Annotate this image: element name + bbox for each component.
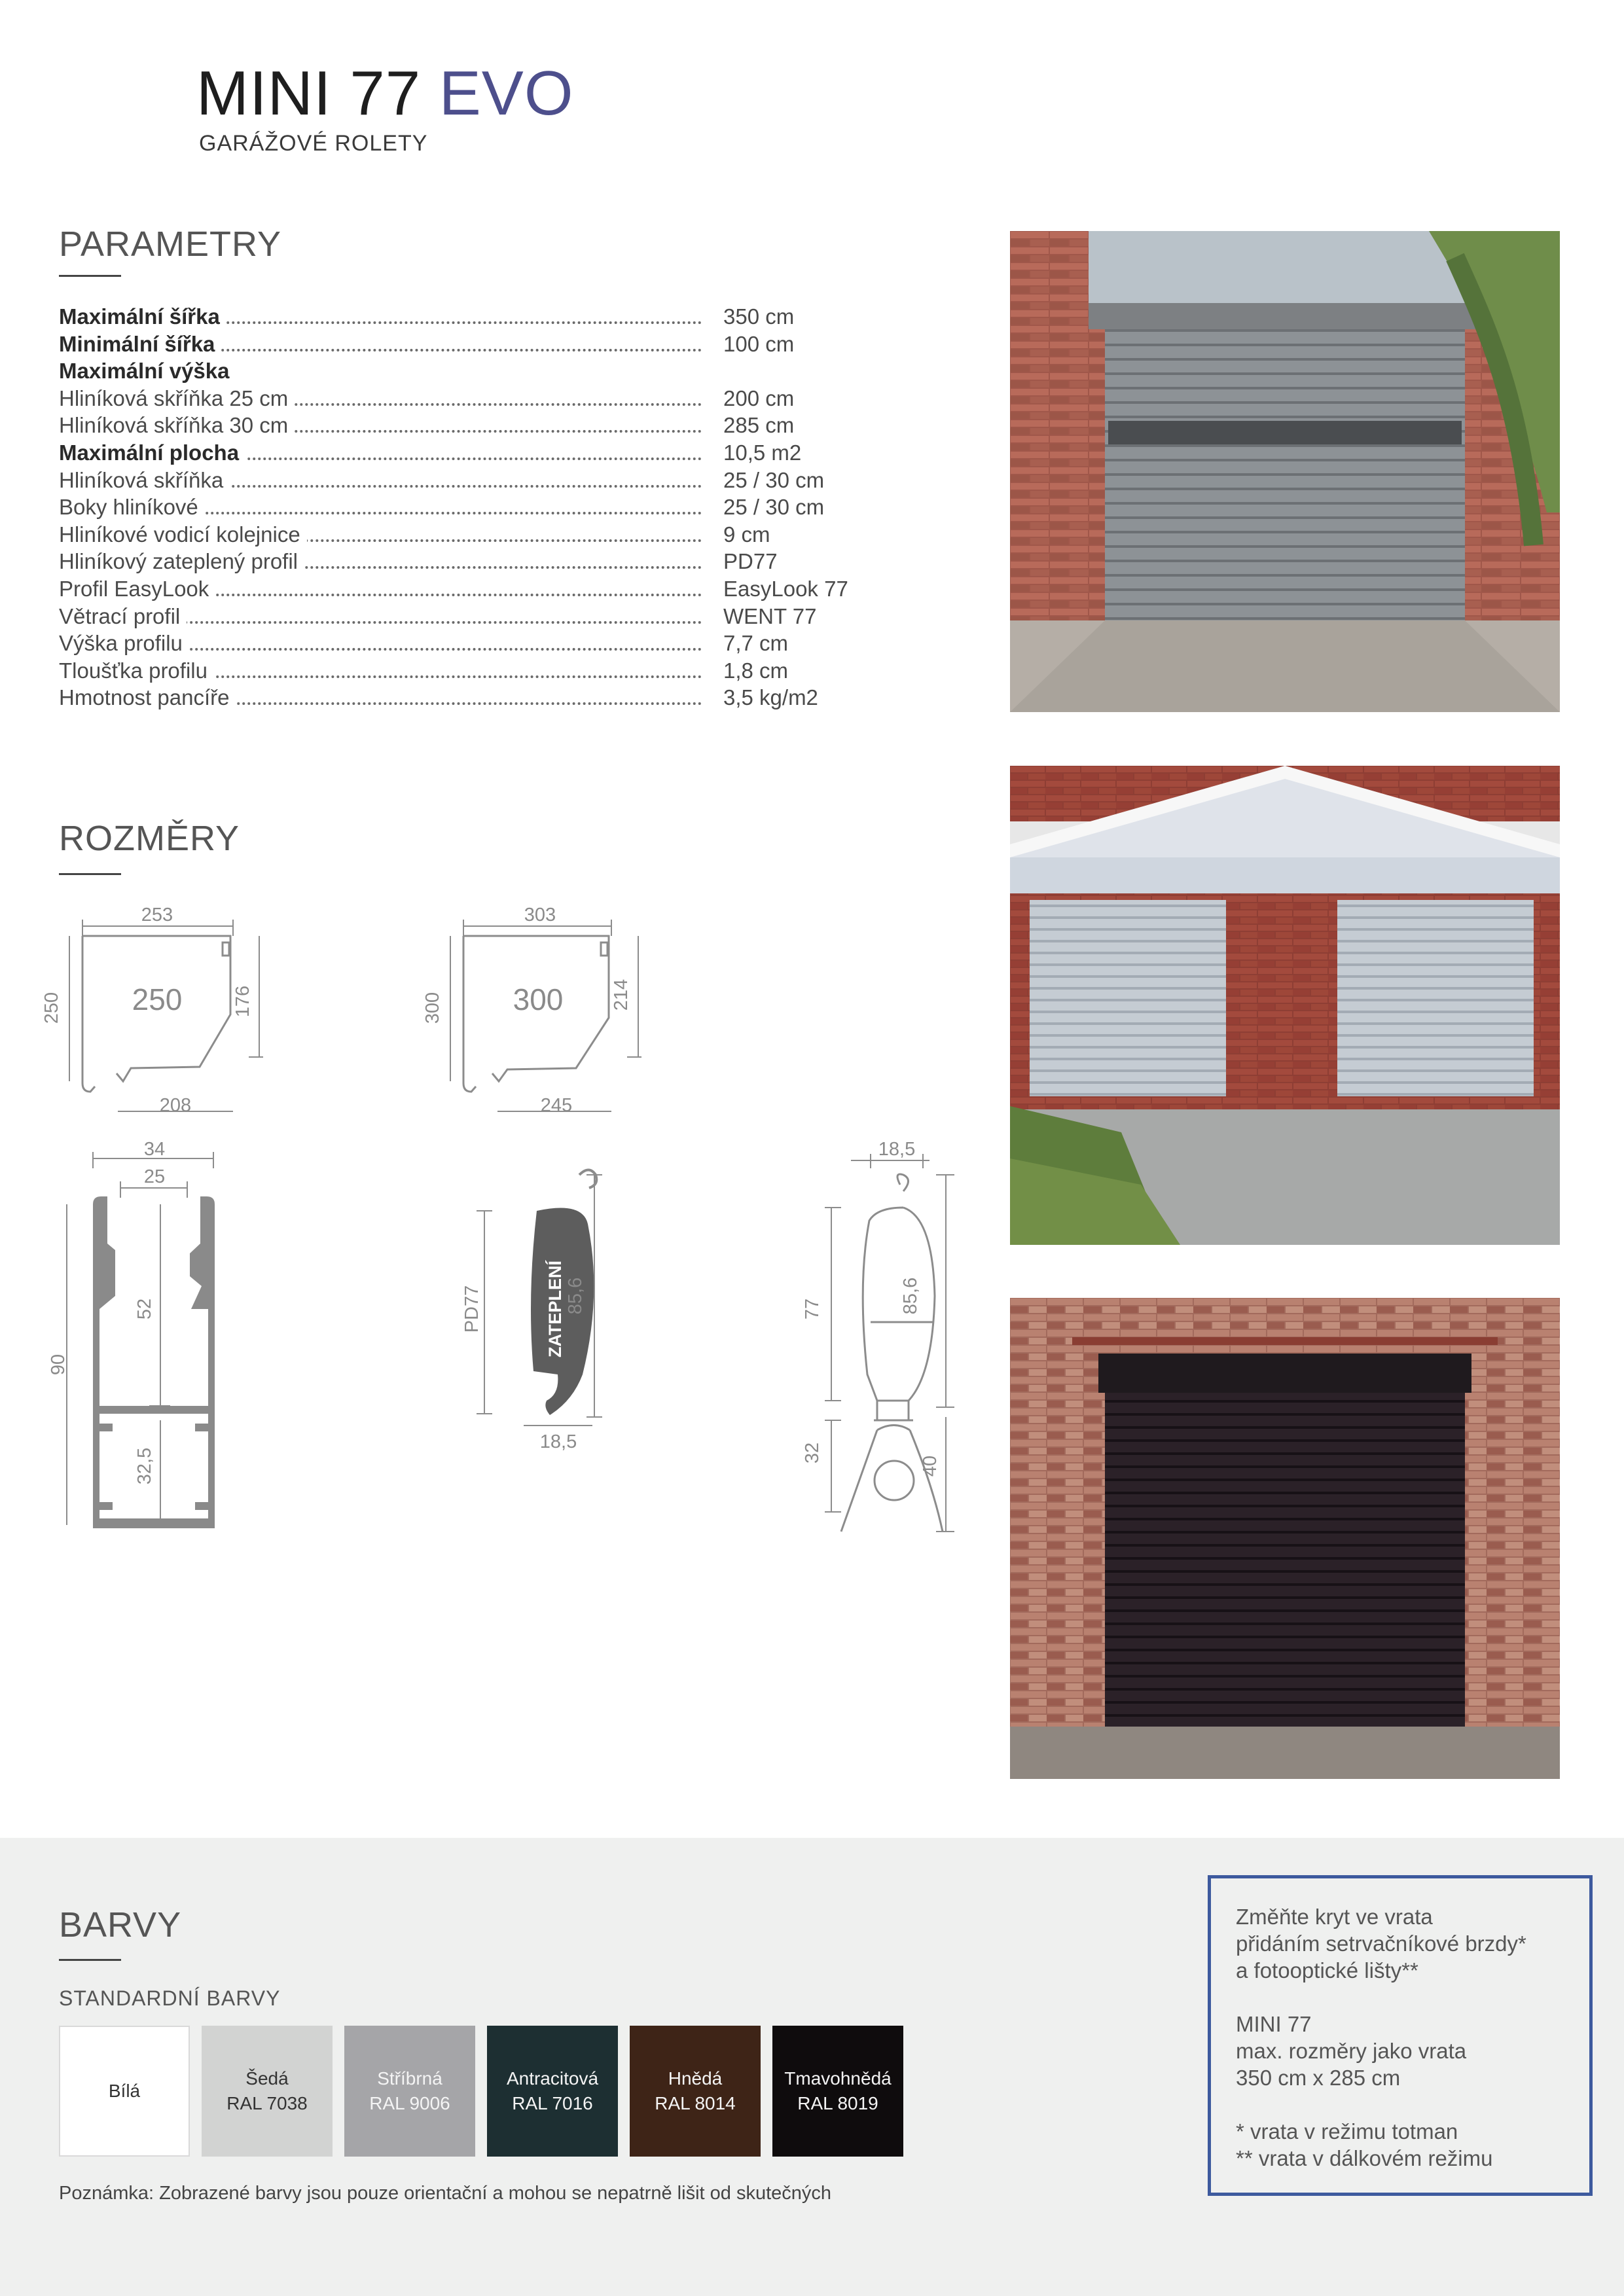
parameter-value: 10,5 m2 xyxy=(723,440,802,465)
swatch-name: Stříbrná xyxy=(377,2068,442,2089)
bottom-seal-total-dim: 40 xyxy=(920,1455,941,1477)
info-line: max. rozměry jako vrata xyxy=(1236,2039,1467,2063)
box250-center-label: 250 xyxy=(132,982,183,1016)
info-line: ** vrata v dálkovém režimu xyxy=(1236,2146,1493,2170)
box300-center-label: 300 xyxy=(513,982,564,1016)
color-swatch xyxy=(630,2026,761,2157)
info-line: přidáním setrvačníkové brzdy* xyxy=(1236,1931,1526,1956)
bottom-total-height-dim: 85,6 xyxy=(900,1277,921,1315)
box300-left-dim: 300 xyxy=(422,992,443,1024)
rail-height-dim: 90 xyxy=(48,1354,69,1376)
bottom-width-dim: 18,5 xyxy=(878,1139,916,1160)
colors-heading: BARVY xyxy=(59,1905,182,1945)
parameter-row xyxy=(59,467,844,494)
pd77-name: PD77 xyxy=(461,1285,482,1333)
color-swatch xyxy=(344,2026,475,2157)
colors-heading-rule xyxy=(59,1959,121,1961)
bottom-seal-height-dim: 32 xyxy=(802,1442,823,1464)
photo-double-garage xyxy=(1010,766,1560,1245)
box300-bottom-dim: 245 xyxy=(540,1095,573,1116)
box300-top-dim: 303 xyxy=(524,905,556,925)
swatch-name: Hnědá xyxy=(668,2068,723,2089)
parameter-label: Hmotnost pancíře xyxy=(59,684,236,711)
parameter-label: Hliníková skříňka 25 cm xyxy=(59,385,295,412)
parameter-label: Větrací profil xyxy=(59,603,187,630)
swatch-code: RAL 7038 xyxy=(226,2093,308,2113)
swatch-code: RAL 8019 xyxy=(797,2093,878,2113)
parameter-row xyxy=(59,521,844,548)
bottom-profile-height-dim: 77 xyxy=(802,1298,823,1320)
colors-note: Poznámka: Zobrazené barvy jsou pouze orientační a mohou se nepatrně lišit od skutečných xyxy=(59,2183,832,2204)
parameter-value: 200 cm xyxy=(723,386,795,410)
color-swatch xyxy=(487,2026,618,2157)
info-line: 350 cm x 285 cm xyxy=(1236,2066,1401,2090)
swatch-name: Šedá xyxy=(245,2068,289,2089)
color-swatch xyxy=(772,2026,903,2157)
photo-dark-garage xyxy=(1010,1298,1560,1779)
parameter-value: EasyLook 77 xyxy=(723,576,848,601)
parameter-label: Hliníková skříňka 30 cm xyxy=(59,412,295,439)
parameters-heading-rule xyxy=(59,275,121,277)
title-main: MINI 77 xyxy=(196,58,422,128)
swatch-name: Tmavohnědá xyxy=(784,2068,892,2089)
box250-top-dim: 253 xyxy=(141,905,173,925)
photo-garage-tunnel xyxy=(1010,231,1560,712)
parameters-table xyxy=(59,303,848,711)
info-line: * vrata v režimu totman xyxy=(1236,2119,1458,2144)
parameter-value: PD77 xyxy=(723,549,778,574)
parameter-row xyxy=(59,385,844,412)
parameter-row xyxy=(59,603,844,630)
swatch-name: Bílá xyxy=(108,2081,141,2101)
color-swatch xyxy=(59,2026,190,2157)
parameter-label: Tloušťka profilu xyxy=(59,657,214,685)
parameter-label: Maximální plocha xyxy=(59,439,245,467)
parameter-label: Výška profilu xyxy=(59,630,189,657)
parameter-row xyxy=(59,684,844,711)
info-line: a fotooptické lišty** xyxy=(1236,1958,1418,1982)
standard-colors-label: STANDARDNÍ BARVY xyxy=(59,1986,281,2010)
parameter-label: Minimální šířka xyxy=(59,331,221,358)
box250-bottom-dim: 208 xyxy=(159,1095,192,1116)
parameter-value: 9 cm xyxy=(723,522,770,547)
swatch-code: RAL 9006 xyxy=(369,2093,450,2113)
box250-left-dim: 250 xyxy=(41,992,62,1024)
parameter-label: Maximální výška xyxy=(59,357,236,385)
dimensions-heading-rule xyxy=(59,873,121,875)
parameter-row xyxy=(59,493,844,521)
pd77-height-dim: 85,6 xyxy=(565,1277,586,1315)
parameter-label: Maximální šířka xyxy=(59,303,226,331)
info-line: MINI 77 xyxy=(1236,2012,1312,2036)
page-title xyxy=(196,58,574,130)
parameter-row xyxy=(59,657,844,685)
page-subtitle: GARÁŽOVÉ ROLETY xyxy=(199,131,428,156)
box300-right-dim: 214 xyxy=(611,978,632,1011)
title-accent: EVO xyxy=(439,58,574,128)
parameters-heading: PARAMETRY xyxy=(59,224,282,264)
parameter-row xyxy=(59,412,844,439)
rail-outer-dim: 34 xyxy=(143,1139,166,1160)
rail-inner-dim: 25 xyxy=(143,1166,166,1187)
swatch-name: Antracitová xyxy=(506,2068,599,2089)
dimension-drawings xyxy=(26,877,956,1571)
box250-right-dim: 176 xyxy=(232,985,253,1018)
parameter-value: 1,8 cm xyxy=(723,658,789,683)
parameter-row xyxy=(59,630,844,657)
parameter-row xyxy=(59,357,844,385)
parameter-label: Boky hliníkové xyxy=(59,493,205,521)
swatch-code: RAL 7016 xyxy=(512,2093,593,2113)
info-line: Změňte kryt ve vrata xyxy=(1236,1905,1433,1929)
parameter-value: 100 cm xyxy=(723,331,795,356)
rail-lower-dim: 32,5 xyxy=(134,1447,155,1485)
parameter-row xyxy=(59,575,848,603)
dimensions-heading: ROZMĚRY xyxy=(59,819,240,858)
color-swatch xyxy=(202,2026,333,2157)
parameter-value: 350 cm xyxy=(723,304,795,329)
parameter-label: Hliníková skříňka xyxy=(59,467,230,494)
parameter-value: WENT 77 xyxy=(723,603,817,628)
pd77-insulation-label: ZATEPLENÍ xyxy=(545,1261,565,1357)
parameter-value: 25 / 30 cm xyxy=(723,467,825,492)
rail-upper-dim: 52 xyxy=(134,1298,155,1320)
parameter-label: Profil EasyLook xyxy=(59,575,215,603)
parameter-row xyxy=(59,331,844,358)
info-box xyxy=(1208,1875,1593,2196)
parameter-row xyxy=(59,548,844,575)
swatch-code: RAL 8014 xyxy=(655,2093,736,2113)
parameter-value: 285 cm xyxy=(723,413,795,438)
pd77-width-dim: 18,5 xyxy=(539,1431,577,1452)
parameter-value: 25 / 30 cm xyxy=(723,495,825,520)
parameter-value: 7,7 cm xyxy=(723,631,789,656)
parameter-row xyxy=(59,439,844,467)
parameter-value: 3,5 kg/m2 xyxy=(723,685,818,710)
parameter-row xyxy=(59,303,844,331)
parameter-label: Hliníkový zateplený profil xyxy=(59,548,304,575)
parameter-label: Hliníkové vodicí kolejnice xyxy=(59,521,307,548)
